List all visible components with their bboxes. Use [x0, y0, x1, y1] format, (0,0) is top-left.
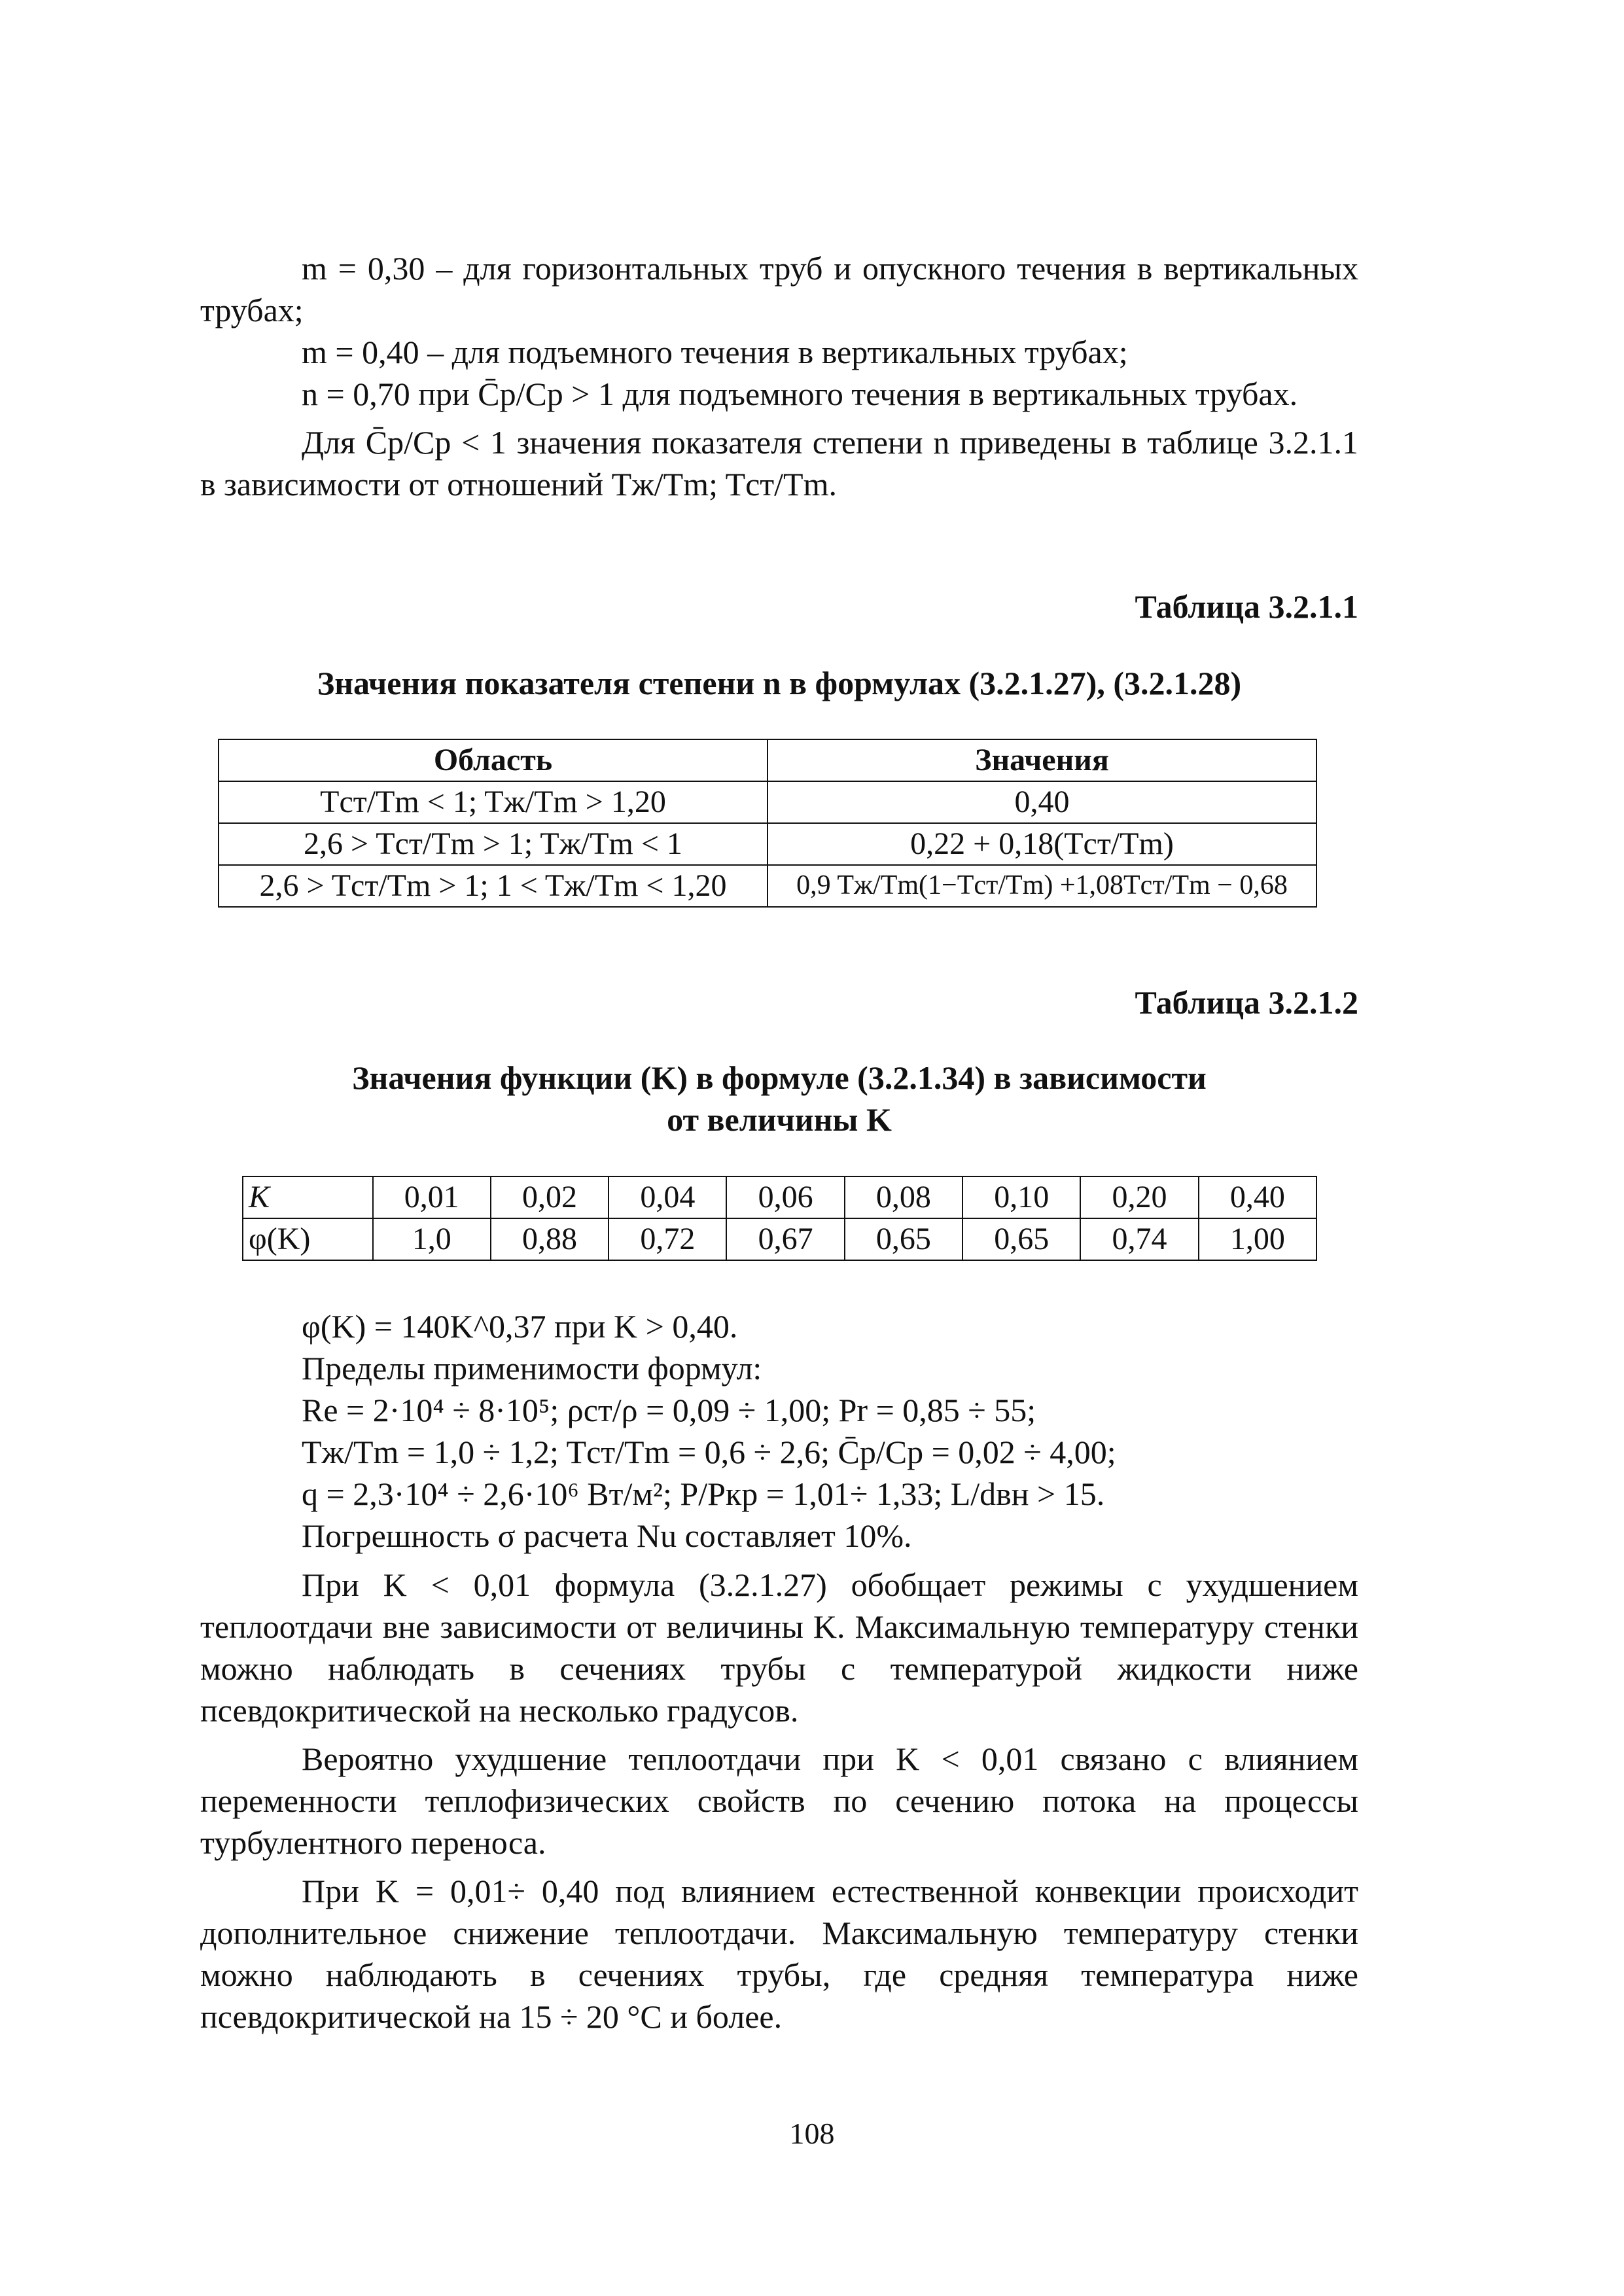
table1-label: Таблица 3.2.1.1 — [1135, 588, 1358, 625]
formula-line: Пределы применимости формул: — [302, 1350, 762, 1386]
table2-title-line2: от величины K — [667, 1101, 892, 1138]
formula-block — [200, 1305, 1358, 1557]
paragraph-deterioration: Вероятно ухудшение теплоотдачи при K < 0,01 связано с влиянием переменности теплофизических свойств по сечению потока на процессы турбулентного переноса. — [200, 1740, 1358, 1861]
table-row — [219, 823, 1316, 865]
formula-line: q = 2,3·10⁴ ÷ 2,6·10⁶ Вт/м²; P/Pкр = 1,01÷ 1,33; L/dвн > 15. — [302, 1475, 1105, 1512]
table2-cell: 0,72 — [609, 1218, 726, 1260]
table2-cell: 0,74 — [1080, 1218, 1198, 1260]
formula-line: φ(K) = 140K^0,37 при K > 0,40. — [302, 1308, 738, 1345]
paragraph-table-ref: Для C̄p/Cp < 1 значения показателя степени n приведены в таблице 3.2.1.1 в зависимости от отношений Tж/Tm; Tст/Tm. — [200, 424, 1358, 503]
table1-cell: 0,40 — [768, 781, 1316, 823]
paragraph-k-range: При K = 0,01÷ 0,40 под влиянием естественной конвекции происходит дополнительное снижение теплоотдачи. Максимальную температуру стенки можно наблюдають в сечениях трубы, где средняя температура ниже псевдокритической на 15 ÷ 20 °С и более. — [200, 1873, 1358, 2035]
table2-row-label-k: K — [243, 1176, 373, 1218]
paragraph-m030: m = 0,30 – для горизонтальных труб и опускного течения в вертикальных трубах; — [200, 250, 1358, 328]
table2-cell: 0,10 — [962, 1176, 1080, 1218]
paragraph-k-low: При K < 0,01 формула (3.2.1.27) обобщает режимы с ухудшением теплоотдачи вне зависимости от величины K. Максимальную температуру стенки можно наблюдать в сечениях трубы с температурой жидкости ниже псевдокритической на несколько градусов. — [200, 1566, 1358, 1729]
table1-header-area: Область — [219, 739, 768, 781]
table1-title: Значения показателя степени n в формулах (3.2.1.27), (3.2.1.28) — [317, 665, 1242, 701]
table1-cell: 2,6 > Tст/Tm > 1; Tж/Tm < 1 — [219, 823, 768, 865]
table2-cell: 0,88 — [491, 1218, 609, 1260]
table2-cell: 0,08 — [845, 1176, 962, 1218]
paragraph-n070: n = 0,70 при C̄p/Cp > 1 для подъемного течения в вертикальных трубах. — [302, 376, 1298, 412]
table2-cell: 0,02 — [491, 1176, 609, 1218]
formula-line: Re = 2·10⁴ ÷ 8·10⁵; ρст/ρ = 0,09 ÷ 1,00; Pr = 0,85 ÷ 55; — [302, 1392, 1036, 1428]
table2-cell: 1,0 — [373, 1218, 491, 1260]
table-row — [243, 1218, 1316, 1260]
table2-row-label-phi: φ(K) — [243, 1218, 373, 1260]
bottom-text-block — [200, 1564, 1358, 2038]
table2-cell: 0,06 — [726, 1176, 844, 1218]
table-row — [219, 781, 1316, 823]
table2-cell: 0,20 — [1080, 1176, 1198, 1218]
formula-line: Tж/Tm = 1,0 ÷ 1,2; Tст/Tm = 0,6 ÷ 2,6; C̄p/Cp = 0,02 ÷ 4,00; — [302, 1434, 1116, 1470]
top-text-block — [200, 247, 1358, 505]
table1 — [218, 739, 1317, 908]
table2 — [242, 1176, 1317, 1261]
paragraph-m040: m = 0,40 – для подъемного течения в вертикальных трубах; — [302, 334, 1128, 370]
table2-cell: 0,01 — [373, 1176, 491, 1218]
table2-cell: 0,04 — [609, 1176, 726, 1218]
table1-cell: 2,6 > Tст/Tm > 1; 1 < Tж/Tm < 1,20 — [219, 865, 768, 907]
table-row — [243, 1176, 1316, 1218]
table1-cell: Tст/Tm < 1; Tж/Tm > 1,20 — [219, 781, 768, 823]
table1-header-values: Значения — [768, 739, 1316, 781]
table2-label: Таблица 3.2.1.2 — [1135, 984, 1358, 1021]
page-number: 108 — [789, 2117, 835, 2150]
table1-cell: 0,22 + 0,18(Tст/Tm) — [768, 823, 1316, 865]
table1-header-row — [219, 739, 1316, 781]
table2-cell: 0,40 — [1199, 1176, 1316, 1218]
table2-cell: 0,65 — [845, 1218, 962, 1260]
formula-line: Погрешность σ расчета Nu составляет 10%. — [302, 1517, 912, 1554]
table1-cell: 0,9 Tж/Tm(1−Tст/Tm) +1,08Tст/Tm − 0,68 — [768, 865, 1316, 907]
table2-title-line1: Значения функции (K) в формуле (3.2.1.34) в зависимости — [352, 1059, 1207, 1096]
table-row — [219, 865, 1316, 907]
table2-cell: 0,67 — [726, 1218, 844, 1260]
table2-cell: 1,00 — [1199, 1218, 1316, 1260]
table2-cell: 0,65 — [962, 1218, 1080, 1260]
